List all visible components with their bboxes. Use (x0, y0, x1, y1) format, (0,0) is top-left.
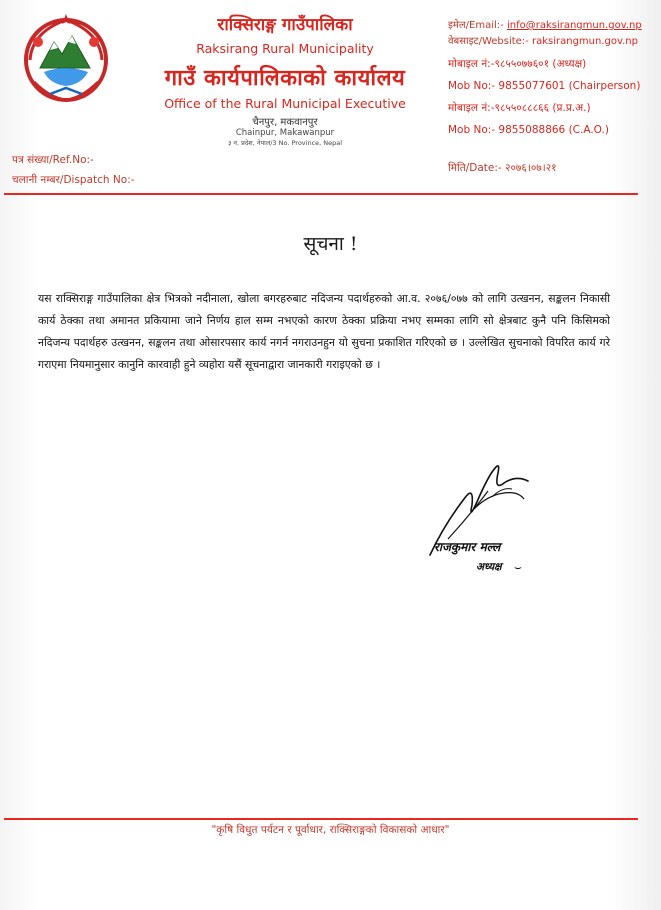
dispatch-no: चलानी नम्बर/Dispatch No:- (12, 174, 135, 186)
signature-mark (408, 455, 558, 575)
letter-date: मिति/Date:- २०७६।०७।२१ (448, 162, 557, 174)
email-row (448, 18, 660, 34)
office-name-np: गाउँ कार्यपालिकाको कार्यालय (164, 66, 406, 91)
website-link[interactable]: raksirangmun.gov.np (531, 36, 638, 47)
signatory-name: राजकुमार मल्ल (434, 540, 501, 554)
email-label: इमेल/Email:- (448, 20, 504, 31)
reference-block (12, 150, 135, 190)
municipality-name-en: Raksirang Rural Municipality (196, 41, 374, 56)
address-np: चैनपुर, मकवानपुर (252, 117, 318, 128)
province-line: ३ न. प्रदेश, नेपाल/3 No. Province, Nepal (227, 139, 343, 147)
signatory-title: अध्यक्ष (476, 561, 502, 573)
email-link[interactable]: info@raksirangmun.gov.np (506, 20, 642, 31)
notice-title: सूचना ! (303, 233, 358, 255)
website-row (448, 34, 660, 50)
municipality-name-np: राक्सिराङ्ग गाउँपालिका (217, 15, 353, 35)
contact-block (448, 18, 660, 138)
mobile-en-1: Mob No:- 9855077601 (Chairperson) (448, 80, 641, 92)
footer-slogan: "कृषि विधुत पर्यटन र पूर्वाधार, राक्सिराङ्गको विकासको आधार" (211, 824, 450, 836)
mobile-en-2: Mob No:- 9855088866 (C.A.O.) (448, 124, 609, 136)
address-en: Chainpur, Makawanpur (235, 128, 335, 138)
ref-no: पत्र संख्या/Ref.No:- (12, 154, 94, 166)
signature-tick-icon: ⌣ (514, 560, 522, 574)
mobile-np-2: मोबाइल नं:-९८५५०८८८६६ (प्र.प्र.अ.) (448, 102, 591, 114)
header-divider (4, 193, 638, 195)
footer-divider (4, 818, 638, 820)
office-name-en: Office of the Rural Municipal Executive (164, 96, 406, 111)
letterhead (140, 10, 430, 147)
mobile-np-1: मोबाइल नं:-९८५५०७७६०१ (अध्यक्ष) (448, 58, 587, 70)
notice-body: यस राक्सिराङ्ग गाउँपालिका क्षेत्र भित्रको नदीनाला, खोला बगरहरुबाट नदिजन्य पदार्थहरुको आ.व. २०७६/०७७ को लागि उत्खनन, सङ्कलन निकासी कार्य ठेक्का तथा अमानत प्रकियामा जाने निर्णय हाल सम्म नभएको कारण ठेक्का प्रक्रिया नभए सम्मका लागि सो क्षेत्रबाट कुनै पनि किसिमको नदिजन्य पदार्थहरु उत्खनन, सङ्कलन तथा ओसारपसार कार्य नगर्न नगराउनहुन यो सुचना प्रकाशित गरिएको छ । उल्लेखित सुचनाको विपरित कार्य गरे गराएमा नियमानुसार कानुनि कारवाही हुने व्यहोरा यसैं सूचनाद्वारा जानकारी गराइएको छ । (38, 292, 610, 371)
website-label: वेबसाइट/Website:- (448, 36, 529, 47)
nepal-emblem-icon (20, 12, 112, 104)
